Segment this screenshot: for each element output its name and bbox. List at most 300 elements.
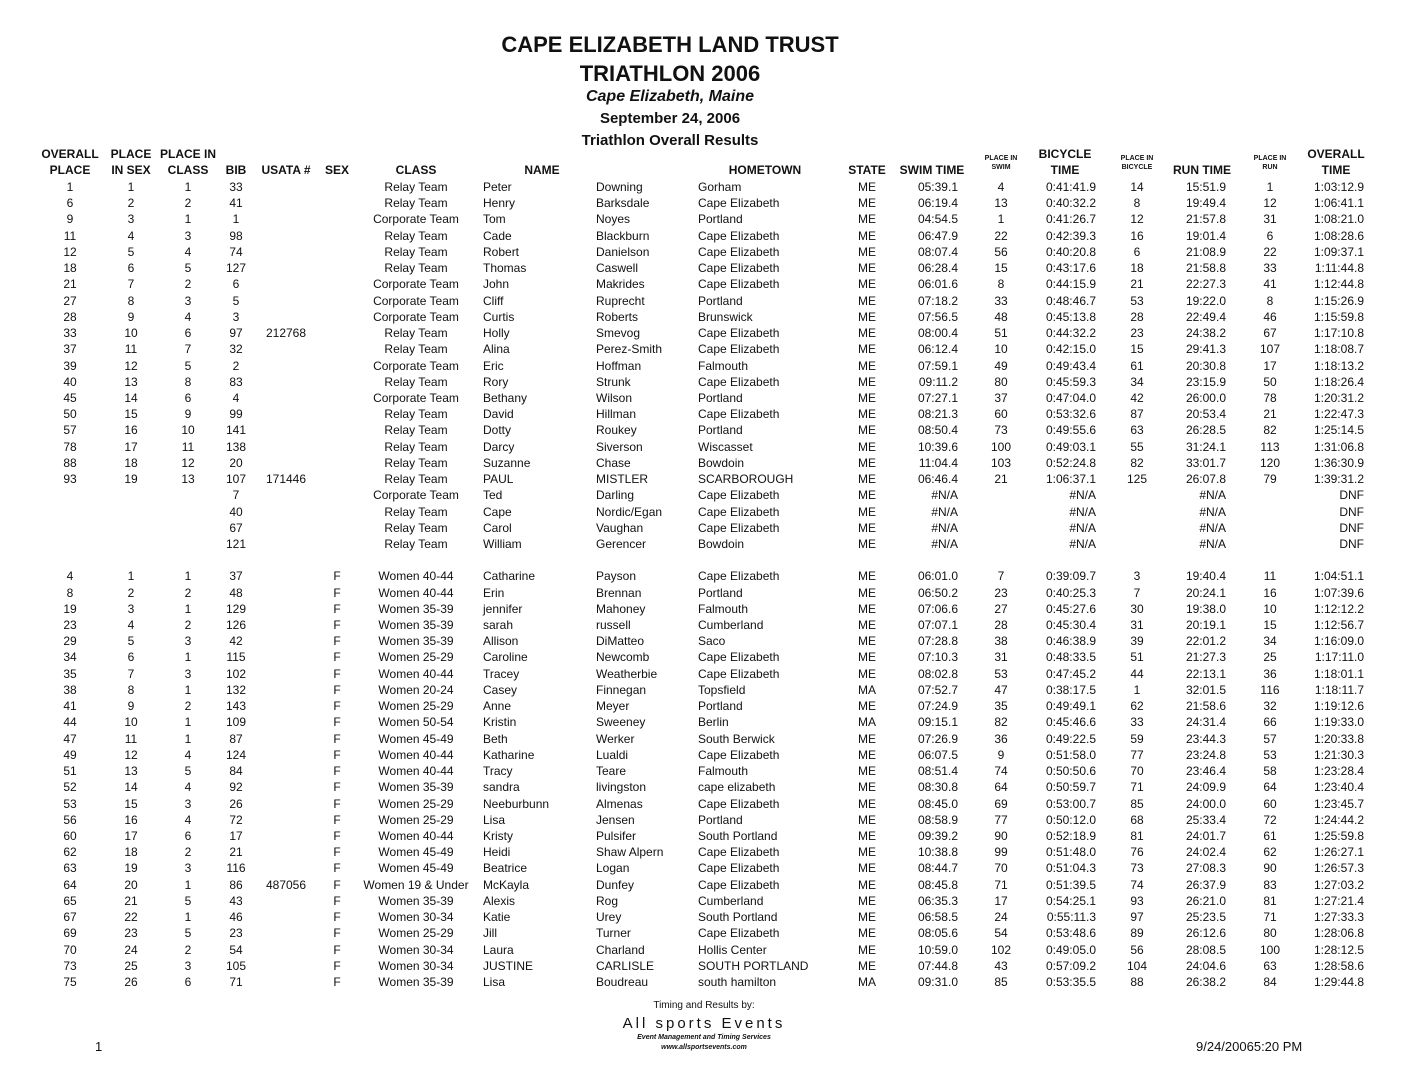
table-row	[0, 601, 1408, 617]
cell-hometown: Cape Elizabeth	[698, 650, 780, 665]
cell-first-name: Darcy	[483, 439, 515, 454]
cell-place-in-class: 13	[181, 472, 195, 487]
cell-place-in-class: 3	[184, 861, 192, 876]
cell-state: ME	[858, 374, 876, 389]
table-row	[0, 390, 1408, 406]
cell-run-time: 26:37.9	[1185, 877, 1226, 892]
cell-bicycle-time: 0:50:50.6	[1045, 764, 1096, 779]
cell-overall-place: 4	[66, 569, 74, 584]
cell-bicycle-time: 0:50:12.0	[1045, 812, 1096, 827]
cell-swim-time: #N/A	[931, 488, 958, 503]
cell-place-in-sex: 12	[124, 358, 138, 373]
cell-place-in-class: 2	[184, 942, 192, 957]
cell-class: Corporate Team	[373, 488, 459, 503]
cell-hometown: Cape Elizabeth	[698, 861, 780, 876]
cell-class: Relay Team	[384, 537, 448, 552]
cell-place-in-swim: 53	[994, 666, 1008, 681]
cell-class: Corporate Team	[373, 390, 459, 405]
cell-sex: F	[333, 569, 341, 584]
cell-hometown: South Portland	[698, 910, 778, 925]
cell-bib: 42	[229, 634, 243, 649]
cell-place-in-class: 3	[184, 228, 192, 243]
cell-run-time: 31:24.1	[1185, 439, 1226, 454]
cell-overall-time: 1:17:11.0	[1314, 650, 1364, 665]
cell-sex: F	[333, 682, 341, 697]
cell-place-in-swim: 56	[994, 244, 1008, 259]
table-row	[0, 763, 1408, 779]
cell-place-in-sex: 14	[124, 390, 138, 405]
cell-state: ME	[858, 828, 876, 843]
cell-place-in-class: 1	[184, 569, 192, 584]
cell-place-in-swim: 47	[994, 682, 1008, 697]
cell-hometown: Cumberland	[698, 893, 764, 908]
cell-swim-time: 08:45.8	[917, 877, 958, 892]
cell-class: Women 40-44	[378, 585, 454, 600]
cell-overall-place: 67	[63, 910, 77, 925]
cell-overall-time: 1:20:31.2	[1313, 390, 1364, 405]
cell-run-time: 22:49.4	[1185, 309, 1226, 324]
cell-overall-place: 37	[63, 342, 77, 357]
table-row	[0, 714, 1408, 730]
cell-bicycle-time: 0:50:59.7	[1045, 780, 1096, 795]
cell-swim-time: 07:52.7	[917, 682, 958, 697]
cell-place-in-class: 4	[184, 780, 192, 795]
cell-place-in-bicycle: 31	[1130, 617, 1144, 632]
cell-place-in-swim: 17	[994, 893, 1008, 908]
table-row	[0, 649, 1408, 665]
cell-class: Relay Team	[384, 180, 448, 194]
cell-first-name: Alina	[483, 342, 510, 357]
cell-first-name: Peter	[483, 180, 512, 194]
cell-last-name: Roukey	[596, 423, 637, 438]
cell-overall-time: 1:15:26.9	[1313, 293, 1364, 308]
table-row	[0, 455, 1408, 471]
cell-place-in-swim: 73	[994, 423, 1008, 438]
cell-place-in-bicycle: 81	[1130, 828, 1144, 843]
cell-state: ME	[858, 666, 876, 681]
cell-class: Women 19 & Under	[363, 877, 469, 892]
cell-first-name: William	[483, 537, 522, 552]
cell-bib: 41	[229, 196, 243, 211]
cell-overall-place: 8	[66, 585, 74, 600]
cell-place-in-bicycle: 88	[1130, 975, 1144, 990]
cell-place-in-sex: 22	[124, 910, 138, 925]
cell-bicycle-time: 0:41:41.9	[1045, 180, 1096, 194]
cell-place-in-run: 53	[1263, 747, 1277, 762]
cell-swim-time: 07:07.1	[917, 617, 958, 632]
cell-place-in-run: 113	[1260, 439, 1280, 454]
cell-last-name: Teare	[596, 764, 627, 779]
cell-bib: 138	[225, 439, 247, 454]
cell-overall-time: 1:19:33.0	[1313, 715, 1364, 730]
cell-place-in-class: 2	[184, 196, 192, 211]
cell-place-in-class: 1	[184, 877, 192, 892]
cell-hometown: Cape Elizabeth	[698, 747, 780, 762]
cell-place-in-sex: 23	[124, 926, 138, 941]
cell-state: ME	[858, 488, 876, 503]
header-place-swim: PLACE IN SWIM	[984, 155, 1018, 171]
cell-place-in-run: 71	[1263, 910, 1277, 925]
cell-run-time: 15:51.9	[1185, 180, 1226, 194]
cell-state: ME	[858, 731, 876, 746]
cell-last-name: Siverson	[596, 439, 643, 454]
cell-place-in-bicycle: 87	[1130, 407, 1144, 422]
cell-place-in-run: 79	[1263, 472, 1277, 487]
table-row	[0, 244, 1408, 260]
cell-sex: F	[333, 764, 341, 779]
cell-place-in-swim: 7	[997, 569, 1005, 584]
cell-last-name: Payson	[596, 569, 637, 584]
cell-place-in-class: 1	[184, 650, 192, 665]
cell-place-in-sex: 3	[127, 601, 135, 616]
cell-first-name: Alexis	[483, 893, 516, 908]
cell-place-in-swim: 90	[994, 828, 1008, 843]
cell-place-in-run: 83	[1263, 877, 1277, 892]
page-number: 1	[95, 1039, 103, 1054]
cell-first-name: Tracey	[483, 666, 520, 681]
cell-hometown: Portland	[698, 699, 743, 714]
cell-place-in-run: 22	[1263, 244, 1277, 259]
cell-hometown: SOUTH PORTLAND	[698, 958, 809, 973]
cell-state: ME	[858, 455, 876, 470]
cell-last-name: Hoffman	[596, 358, 642, 373]
cell-sex: F	[333, 617, 341, 632]
header-place-bicycle: PLACE IN BICYCLE	[1120, 155, 1154, 171]
cell-place-in-bicycle: 55	[1130, 439, 1144, 454]
cell-class: Relay Team	[384, 244, 448, 259]
cell-place-in-swim: 77	[994, 812, 1008, 827]
cell-place-in-sex: 11	[124, 731, 138, 746]
cell-place-in-swim: 99	[994, 845, 1008, 860]
cell-state: ME	[858, 910, 876, 925]
cell-place-in-bicycle: 93	[1130, 893, 1144, 908]
cell-overall-time: 1:18:26.4	[1313, 374, 1364, 389]
cell-run-time: 24:31.4	[1185, 715, 1226, 730]
header-hometown: HOMETOWN	[728, 163, 802, 177]
cell-overall-time: 1:12:56.7	[1313, 617, 1364, 632]
cell-hometown: SCARBOROUGH	[698, 472, 794, 487]
cell-class: Women 25-29	[378, 699, 454, 714]
cell-last-name: Chase	[596, 455, 631, 470]
cell-bicycle-time: 0:53:00.7	[1045, 796, 1096, 811]
cell-place-in-swim: 1	[997, 212, 1005, 227]
cell-place-in-swim: 8	[997, 277, 1005, 292]
cell-place-in-bicycle: 28	[1130, 309, 1144, 324]
cell-swim-time: 06:01.0	[917, 569, 958, 584]
cell-run-time: #N/A	[1199, 520, 1226, 535]
cell-place-in-run: 107	[1259, 342, 1281, 357]
cell-run-time: 25:23.5	[1185, 910, 1226, 925]
cell-class: Women 30-34	[378, 958, 454, 973]
cell-state: ME	[858, 569, 876, 584]
cell-place-in-sex: 24	[124, 942, 138, 957]
cell-last-name: Werker	[596, 731, 635, 746]
cell-bib: 84	[229, 764, 243, 779]
cell-last-name: Mahoney	[596, 601, 646, 616]
cell-place-in-sex: 4	[127, 617, 135, 632]
cell-place-in-run: 81	[1263, 893, 1277, 908]
cell-place-in-swim: 22	[994, 228, 1008, 243]
cell-bib: 3	[232, 309, 240, 324]
cell-place-in-swim: 43	[994, 958, 1008, 973]
table-row	[0, 374, 1408, 390]
cell-overall-place: 18	[63, 261, 77, 276]
cell-place-in-run: 50	[1263, 374, 1277, 389]
cell-last-name: Ruprecht	[596, 293, 645, 308]
cell-first-name: Anne	[483, 699, 512, 714]
cell-last-name: Finnegan	[596, 682, 647, 697]
cell-sex: F	[333, 910, 341, 925]
cell-sex: F	[333, 828, 341, 843]
cell-first-name: Heidi	[483, 845, 511, 860]
cell-first-name: Holly	[483, 326, 510, 341]
cell-swim-time: 07:10.3	[917, 650, 958, 665]
cell-overall-place: 56	[63, 812, 77, 827]
cell-state: ME	[858, 601, 876, 616]
cell-state: ME	[858, 293, 876, 308]
cell-hometown: Bowdoin	[698, 537, 745, 552]
cell-bicycle-time: 0:41:26.7	[1045, 212, 1096, 227]
cell-bicycle-time: 0:48:33.5	[1045, 650, 1096, 665]
cell-bib: 67	[229, 520, 243, 535]
cell-hometown: Falmouth	[698, 358, 749, 373]
cell-place-in-run: 1	[1266, 180, 1274, 194]
cell-state: ME	[858, 958, 876, 973]
cell-class: Women 30-34	[378, 942, 454, 957]
cell-hometown: Cape Elizabeth	[698, 520, 780, 535]
cell-overall-time: 1:28:58.6	[1313, 958, 1364, 973]
cell-bib: 54	[229, 942, 243, 957]
cell-class: Corporate Team	[373, 277, 459, 292]
cell-place-in-bicycle: 44	[1130, 666, 1144, 681]
cell-bicycle-time: 0:42:39.3	[1045, 228, 1096, 243]
cell-first-name: Cade	[483, 228, 512, 243]
cell-place-in-sex: 16	[124, 812, 138, 827]
cell-first-name: sandra	[483, 780, 520, 795]
cell-bib: 20	[229, 455, 243, 470]
cell-place-in-class: 2	[184, 277, 192, 292]
cell-state: ME	[858, 699, 876, 714]
cell-first-name: Cliff	[483, 293, 504, 308]
cell-state: ME	[858, 277, 876, 292]
cell-place-in-run: 64	[1263, 780, 1277, 795]
cell-swim-time: 05:39.1	[917, 180, 958, 194]
cell-place-in-class: 6	[184, 326, 192, 341]
cell-state: ME	[858, 861, 876, 876]
cell-run-time: 24:04.6	[1185, 958, 1226, 973]
cell-overall-time: 1:28:12.5	[1313, 942, 1364, 957]
cell-place-in-class: 5	[184, 926, 192, 941]
cell-run-time: 26:21.0	[1185, 893, 1226, 908]
cell-place-in-run: 63	[1263, 958, 1277, 973]
cell-bicycle-time: 0:45:13.8	[1045, 309, 1096, 324]
cell-bicycle-time: 0:51:04.3	[1045, 861, 1096, 876]
cell-sex: F	[333, 731, 341, 746]
cell-overall-place: 29	[63, 634, 77, 649]
cell-place-in-bicycle: 21	[1130, 277, 1144, 292]
cell-place-in-swim: 70	[994, 861, 1008, 876]
cell-sex: F	[333, 877, 341, 892]
cell-overall-time: 1:18:11.7	[1314, 682, 1364, 697]
header-swim-time: SWIM TIME	[899, 163, 965, 177]
cell-place-in-swim: 10	[994, 342, 1008, 357]
cell-sex: F	[333, 666, 341, 681]
cell-run-time: 21:58.6	[1185, 699, 1226, 714]
cell-place-in-swim: 31	[994, 650, 1008, 665]
cell-overall-time: 1:08:21.0	[1313, 212, 1364, 227]
header-state: STATE	[848, 163, 886, 177]
cell-overall-time: 1:04:51.1	[1313, 569, 1364, 584]
table-row	[0, 406, 1408, 422]
cell-place-in-class: 10	[181, 423, 195, 438]
cell-place-in-class: 1	[184, 212, 192, 227]
cell-place-in-run: 116	[1260, 682, 1280, 697]
cell-overall-time: 1:15:59.8	[1313, 309, 1364, 324]
cell-place-in-run: 61	[1263, 828, 1277, 843]
cell-place-in-bicycle: 23	[1130, 326, 1144, 341]
cell-sex: F	[333, 958, 341, 973]
cell-class: Women 20-24	[378, 682, 454, 697]
cell-first-name: Kristy	[483, 828, 513, 843]
cell-run-time: 19:01.4	[1185, 228, 1226, 243]
cell-bicycle-time: 0:40:20.8	[1045, 244, 1096, 259]
cell-place-in-sex: 5	[127, 634, 135, 649]
table-row	[0, 487, 1408, 503]
cell-place-in-run: 62	[1263, 845, 1277, 860]
table-row	[0, 471, 1408, 487]
cell-first-name: Dotty	[483, 423, 512, 438]
cell-bicycle-time: 0:52:24.8	[1045, 455, 1096, 470]
cell-place-in-run: 32	[1263, 699, 1277, 714]
cell-bicycle-time: 0:43:17.6	[1045, 261, 1096, 276]
cell-run-time: 26:28.5	[1185, 423, 1226, 438]
cell-first-name: Allison	[483, 634, 519, 649]
cell-last-name: Smevog	[596, 326, 641, 341]
cell-place-in-class: 2	[184, 617, 192, 632]
cell-first-name: Rory	[483, 374, 509, 389]
table-row	[0, 860, 1408, 876]
cell-run-time: 33:01.7	[1185, 455, 1226, 470]
cell-bib: 72	[229, 812, 243, 827]
cell-last-name: russell	[596, 617, 631, 632]
cell-overall-place: 47	[63, 731, 77, 746]
cell-first-name: Thomas	[483, 261, 527, 276]
cell-overall-place: 70	[63, 942, 77, 957]
table-row	[0, 585, 1408, 601]
cell-bicycle-time: #N/A	[1069, 520, 1096, 535]
table-row	[0, 293, 1408, 309]
cell-bib: 7	[232, 488, 240, 503]
cell-swim-time: 09:39.2	[917, 828, 958, 843]
cell-run-time: #N/A	[1199, 504, 1226, 519]
cell-overall-place: 88	[63, 455, 77, 470]
cell-place-in-run: 36	[1263, 666, 1277, 681]
cell-place-in-bicycle: 34	[1130, 374, 1144, 389]
cell-overall-place: 49	[63, 747, 77, 762]
header-place-sex: PLACE IN SEX	[110, 147, 152, 177]
cell-last-name: Roberts	[596, 309, 639, 324]
cell-last-name: Vaughan	[596, 520, 644, 535]
cell-state: ME	[858, 617, 876, 632]
cell-bib: 86	[229, 877, 243, 892]
cell-place-in-class: 5	[184, 261, 192, 276]
table-row	[0, 731, 1408, 747]
cell-place-in-class: 1	[184, 601, 192, 616]
table-row	[0, 958, 1408, 974]
cell-place-in-run: 82	[1263, 423, 1277, 438]
cell-class: Women 40-44	[378, 747, 454, 762]
cell-bicycle-time: 0:51:58.0	[1045, 747, 1096, 762]
cell-place-in-bicycle: 63	[1130, 423, 1144, 438]
cell-state: ME	[858, 309, 876, 324]
cell-place-in-bicycle: 7	[1133, 585, 1141, 600]
cell-first-name: Cape	[483, 504, 512, 519]
cell-overall-place: 27	[63, 293, 77, 308]
cell-state: ME	[858, 407, 876, 422]
cell-class: Relay Team	[384, 504, 448, 519]
cell-overall-time: 1:24:44.2	[1313, 812, 1364, 827]
cell-place-in-class: 3	[184, 634, 192, 649]
cell-state: ME	[858, 390, 876, 405]
cell-place-in-class: 7	[184, 342, 192, 357]
cell-place-in-run: 57	[1263, 731, 1277, 746]
race-subtitle: TRIATHLON 2006	[579, 61, 761, 86]
cell-bicycle-time: 0:49:55.6	[1045, 423, 1096, 438]
cell-state: ME	[858, 877, 876, 892]
cell-place-in-class: 1	[184, 715, 192, 730]
cell-first-name: Bethany	[483, 390, 528, 405]
cell-place-in-class: 3	[184, 666, 192, 681]
cell-place-in-run: 33	[1263, 261, 1277, 276]
cell-place-in-sex: 6	[127, 261, 135, 276]
cell-overall-time: 1:06:41.1	[1313, 196, 1364, 211]
cell-bicycle-time: 0:40:32.2	[1045, 196, 1096, 211]
cell-bicycle-time: 0:52:18.9	[1045, 828, 1096, 843]
cell-bib: 48	[229, 585, 243, 600]
cell-first-name: Curtis	[483, 309, 515, 324]
cell-place-in-sex: 6	[127, 650, 135, 665]
cell-bicycle-time: 0:45:27.6	[1045, 601, 1096, 616]
cell-state: ME	[858, 423, 876, 438]
table-row	[0, 536, 1408, 552]
cell-last-name: Newcomb	[596, 650, 650, 665]
cell-class: Women 45-49	[378, 845, 454, 860]
cell-first-name: Tracy	[483, 764, 513, 779]
cell-place-in-swim: 80	[994, 374, 1008, 389]
cell-class: Relay Team	[384, 407, 448, 422]
cell-bib: 6	[232, 277, 240, 292]
cell-class: Relay Team	[384, 374, 448, 389]
cell-first-name: David	[483, 407, 514, 422]
cell-overall-time: 1:21:30.3	[1313, 747, 1364, 762]
cell-first-name: sarah	[483, 617, 514, 632]
cell-first-name: Erin	[483, 585, 505, 600]
cell-sex: F	[333, 812, 341, 827]
cell-place-in-class: 6	[184, 975, 192, 990]
table-row	[0, 309, 1408, 325]
cell-place-in-sex: 19	[124, 861, 138, 876]
cell-hometown: Portland	[698, 585, 743, 600]
cell-bicycle-time: 0:49:43.4	[1045, 358, 1096, 373]
cell-place-in-run: 120	[1259, 455, 1281, 470]
cell-sex: F	[333, 861, 341, 876]
cell-sex: F	[333, 845, 341, 860]
cell-place-in-bicycle: 104	[1126, 958, 1148, 973]
cell-class: Relay Team	[384, 472, 448, 487]
cell-place-in-run: 25	[1263, 650, 1277, 665]
cell-run-time: 19:49.4	[1185, 196, 1226, 211]
cell-place-in-swim: 28	[994, 617, 1008, 632]
